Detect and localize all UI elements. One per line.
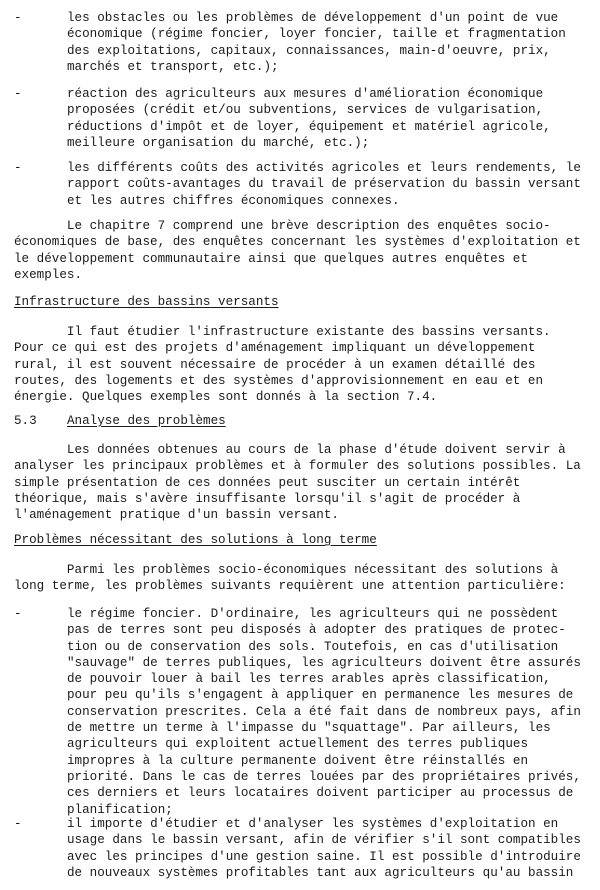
- text-line: pas de terres sont peu disposés à adopter des pratiques de protec-: [67, 623, 566, 638]
- heading-infrastructure: Infrastructure des bassins versants: [14, 295, 279, 309]
- text-line: tion ou de conservation des sols. Toutefois, en cas d'utilisation: [67, 639, 559, 654]
- text-line: routes, des logements et des systèmes d'approvisionnement en eau et en: [14, 373, 544, 388]
- text-line: priorité. Dans le cas de terres louées par des propriétaires privés,: [67, 769, 581, 784]
- text-line: exemples.: [14, 267, 83, 282]
- text-line: de mettre un terme à l'impasse du "squattage". Par ailleurs, les: [67, 721, 551, 736]
- paragraph-long-terme: [14, 562, 590, 595]
- text-line: il importe d'étudier et d'analyser les systèmes d'exploitation en: [67, 817, 559, 831]
- text-line: rural, il est souvent nécessaire de procéder à un examen détaillé des: [14, 357, 536, 372]
- bullet-text: [67, 86, 587, 151]
- text-line: long terme, les problèmes suivants requièrent une attention particulière:: [14, 579, 566, 594]
- text-line: de pouvoir louer à bail les terres arables après classification,: [67, 672, 551, 687]
- text-line: et les autres chiffres économiques connexes.: [67, 193, 400, 208]
- bullet-text: [67, 606, 587, 818]
- bullet-dash: -: [14, 161, 22, 175]
- text-line: marchés et transport, etc.);: [67, 59, 279, 74]
- section-number: 5.3: [14, 414, 37, 428]
- bullet-text: [67, 10, 587, 75]
- text-line: rapport coûts-avantages du travail de préservation du bassin versant: [67, 177, 581, 192]
- section-title: Analyse des problèmes: [67, 414, 226, 428]
- text-line: Parmi les problèmes socio-économiques nécessitant des solutions à: [14, 563, 559, 577]
- bullet-text: [67, 160, 587, 209]
- text-line: Le chapitre 7 comprend une brève description des enquêtes socio-: [14, 219, 551, 233]
- bullet-dash: -: [14, 11, 22, 25]
- text-line: économiques de base, des enquêtes concernant les systèmes d'exploitation et: [14, 235, 581, 250]
- text-line: conservation prescrites. Cela a été fait dans de nombreux pays, afin: [67, 704, 581, 719]
- text-line: usage dans le bassin versant, afin de vérifier s'il sont compatibles: [67, 833, 581, 848]
- text-line: les différents coûts des activités agricoles et leurs rendements, le: [67, 161, 581, 175]
- text-line: pour peu qu'ils s'engagent à appliquer en permanence les mesures de: [67, 688, 574, 703]
- text-line: le développement communautaire ainsi que quelques autres enquêtes et: [14, 251, 528, 266]
- text-line: réaction des agriculteurs aux mesures d'amélioration économique: [67, 87, 544, 101]
- text-line: des exploitations, capitaux, connaissances, main-d'oeuvre, prix,: [67, 43, 551, 58]
- text-line: de nouveaux systèmes profitables tant aux agriculteurs qu'au bassin: [67, 865, 574, 880]
- text-line: meilleure organisation du marché, etc.);: [67, 135, 370, 150]
- text-line: Pour ce qui est des projets d'aménagement impliquant un développement: [14, 341, 536, 356]
- text-line: le régime foncier. D'ordinaire, les agriculteurs qui ne possèdent: [67, 607, 559, 621]
- text-line: simple présentation de ces données peut susciter un certain intérêt: [14, 475, 521, 490]
- paragraph-infrastructure: [14, 324, 590, 405]
- text-line: l'aménagement pratique d'un bassin versant.: [14, 508, 339, 523]
- text-line: avec les principes d'une gestion saine. Il est possible d'introduire: [67, 849, 581, 864]
- paragraph-chapitre-7: [14, 218, 590, 283]
- bullet-dash: -: [14, 87, 22, 101]
- text-line: agriculteurs qui exploitent actuellement des terres publiques: [67, 737, 529, 752]
- paragraph-analyse: [14, 442, 590, 523]
- text-line: "sauvage" de terres publiques, les agriculteurs doivent être assurés: [67, 655, 581, 670]
- text-line: réductions d'impôt et de loyer, équipement et matériel agricole,: [67, 119, 551, 134]
- bullet-dash: -: [14, 607, 22, 621]
- text-line: les obstacles ou les problèmes de développement d'un point de vue: [67, 11, 559, 25]
- heading-long-terme: Problèmes nécessitant des solutions à long terme: [14, 533, 377, 547]
- bullet-dash: -: [14, 817, 22, 831]
- text-line: théorique, mais s'avère insuffisante lorsqu'il s'agit de procéder à: [14, 491, 521, 506]
- text-line: analyser les principaux problèmes et à formuler des solutions possibles. La: [14, 459, 581, 474]
- text-line: économique (régime foncier, loyer foncier, taille et fragmentation: [67, 27, 566, 42]
- text-line: Il faut étudier l'infrastructure existante des bassins versants.: [14, 325, 551, 339]
- text-line: proposées (crédit et/ou subventions, services de vulgarisation,: [67, 103, 544, 118]
- text-line: énergie. Quelques exemples sont donnés à la section 7.4.: [14, 390, 438, 405]
- bullet-text: [67, 816, 587, 881]
- text-line: impropres à la culture permanente doivent être réinstallés en: [67, 753, 529, 768]
- text-line: planification;: [67, 802, 173, 817]
- text-line: ces derniers et leurs locataires doivent participer au processus de: [67, 786, 574, 801]
- text-line: Les données obtenues au cours de la phase d'étude doivent servir à: [14, 443, 566, 457]
